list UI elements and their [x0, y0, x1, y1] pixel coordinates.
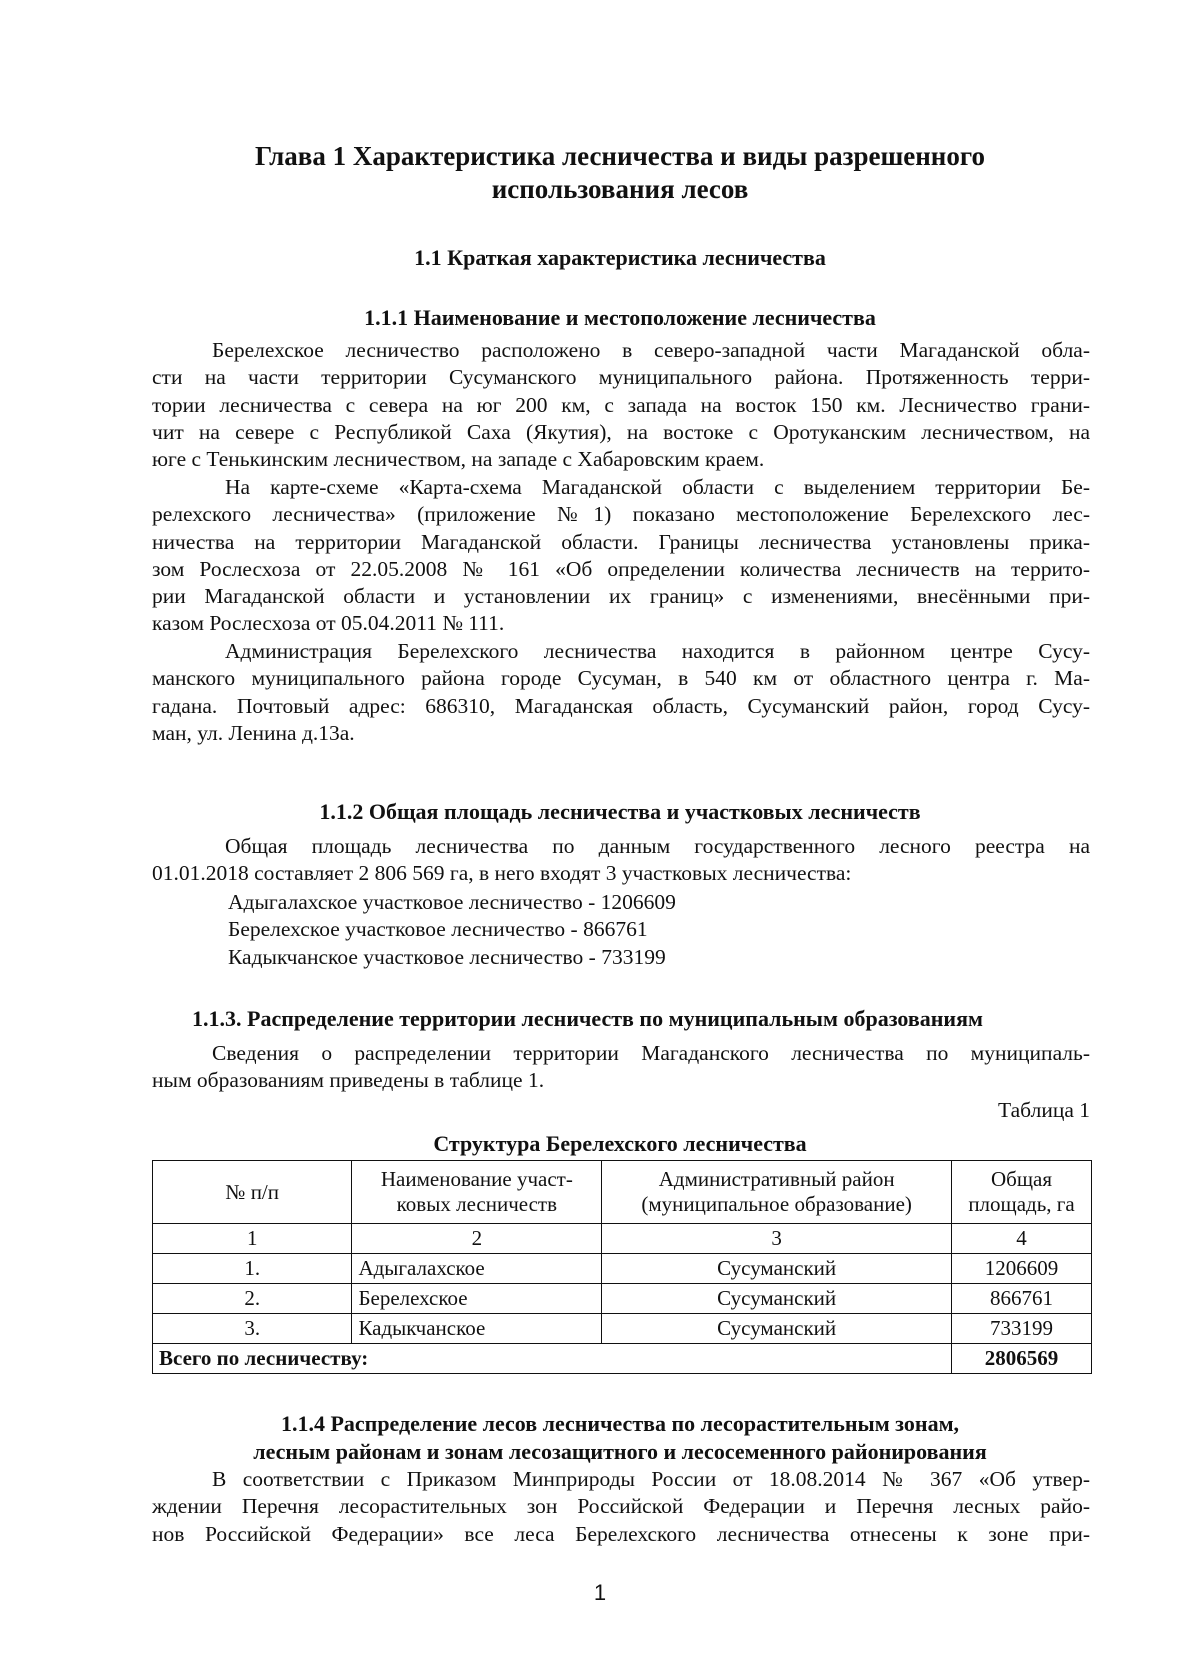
list-item: Берелехское участковое лесничество - 866761 [228, 917, 648, 942]
table-total-row [153, 1344, 1092, 1374]
header-number: № п/п [153, 1161, 352, 1224]
table-row: 1. Адыгалахское Сусуманский 1206609 [153, 1254, 1092, 1284]
table-row: 2. Берелехское Сусуманский 866761 [153, 1284, 1092, 1314]
header-forestry-name: Наименование участ- ковых лесничеств [352, 1161, 602, 1224]
table-title: Структура Берелехского лесничества [433, 1131, 807, 1156]
section-1-1-4-heading: 1.1.4 Распределение лесов лесничества по лесорастительным зонам, лесным районам и зонам лесозащитного и лесосеменного районирования [253, 1411, 987, 1464]
section-1-1-3-heading: 1.1.3. Распределение территории лесничеств по муниципальным образованиям [192, 1006, 983, 1031]
list-item: Кадыкчанское участковое лесничество - 733199 [228, 944, 666, 969]
section-1-1-1-paragraph-1: Берелехское лесничество расположено в северо-западной части Магаданской обла- сти на части территории Сусуманского муниципального района. Протяженность терри- тории лесничества с севера на юг 200 км, с запада на восток 150 км. Лесничество грани- чит на севере с Республикой Саха (Якутия), на востоке с Оротуканским лесничеством, на юге с Тенькинским лесничеством, на западе с Хабаровским краем. [152, 338, 1090, 472]
section-1-1-heading: 1.1 Краткая характеристика лесничества [414, 245, 826, 270]
header-area: Общая площадь, га [952, 1161, 1092, 1224]
section-1-1-2-paragraph: Общая площадь лесничества по данным государственного лесного реестра на 01.01.2018 составляет 2 806 569 га, в него входят 3 участковых лесничества: [152, 834, 1090, 886]
section-1-1-2-heading: 1.1.2 Общая площадь лесничества и участковых лесничеств [319, 799, 921, 824]
chapter-title [150, 140, 1090, 206]
chapter-title-line-1: Глава 1 Характеристика лесничества и виды разрешенного [255, 141, 985, 171]
chapter-title-line-2: использования лесов [491, 174, 749, 204]
total-label: Всего по лесничеству: [153, 1344, 952, 1374]
table-label: Таблица 1 [998, 1098, 1090, 1122]
section-1-1-4-paragraph: В соответствии с Приказом Минприроды России от 18.08.2014 № 367 «Об утвер- ждении Перечня лесорастительных зон Российской Федерации и Перечня лесных райо- нов Российской Федерации» все леса Берелехского лесничества отнесены к зоне при- [152, 1467, 1090, 1546]
section-1-1-1-paragraph-3: Администрация Берелехского лесничества находится в районном центре Сусу- манского муниципального района городе Сусуман, в 540 км от областного центра г. Ма- гадана. Почтовый адрес: 686310, Магаданская область, Сусуманский район, город Сусу- ман, ул. Ленина д.13а. [152, 639, 1090, 745]
table-header-row [153, 1161, 1092, 1224]
participating-forestries-list [228, 889, 1088, 971]
table-column-number-row: 1 2 3 4 [153, 1224, 1092, 1254]
table-row: 3. Кадыкчанское Сусуманский 733199 [153, 1314, 1092, 1344]
section-1-1-3-paragraph: Сведения о распределении территории Магаданского лесничества по муниципаль- ным образованиям приведены в таблице 1. [152, 1041, 1090, 1093]
section-1-1-1-paragraph-2: На карте-схеме «Карта-схема Магаданской области с выделением территории Бе- релехского лесничества» (приложение №1) показано местоположение Берелехского лес- ничества на территории Магаданской области. Границы лесничества установлены прика- зом Рослесхоза от 22.05.2008 № 161 «Об определении количества лесничеств на террито- рии Магаданской области и установлении их границ» с изменениями, внесёнными при- казом Рослесхоза от 05.04.2011 № 111. [152, 475, 1090, 636]
list-item: Адыгалахское участковое лесничество - 1206609 [228, 890, 676, 914]
forestry-structure-table [152, 1160, 1092, 1374]
total-value: 2806569 [952, 1344, 1092, 1374]
header-district: Административный район (муниципальное образование) [602, 1161, 952, 1224]
section-1-1-1-heading: 1.1.1 Наименование и местоположение лесничества [364, 305, 876, 330]
page-number: 1 [593, 1580, 607, 1605]
